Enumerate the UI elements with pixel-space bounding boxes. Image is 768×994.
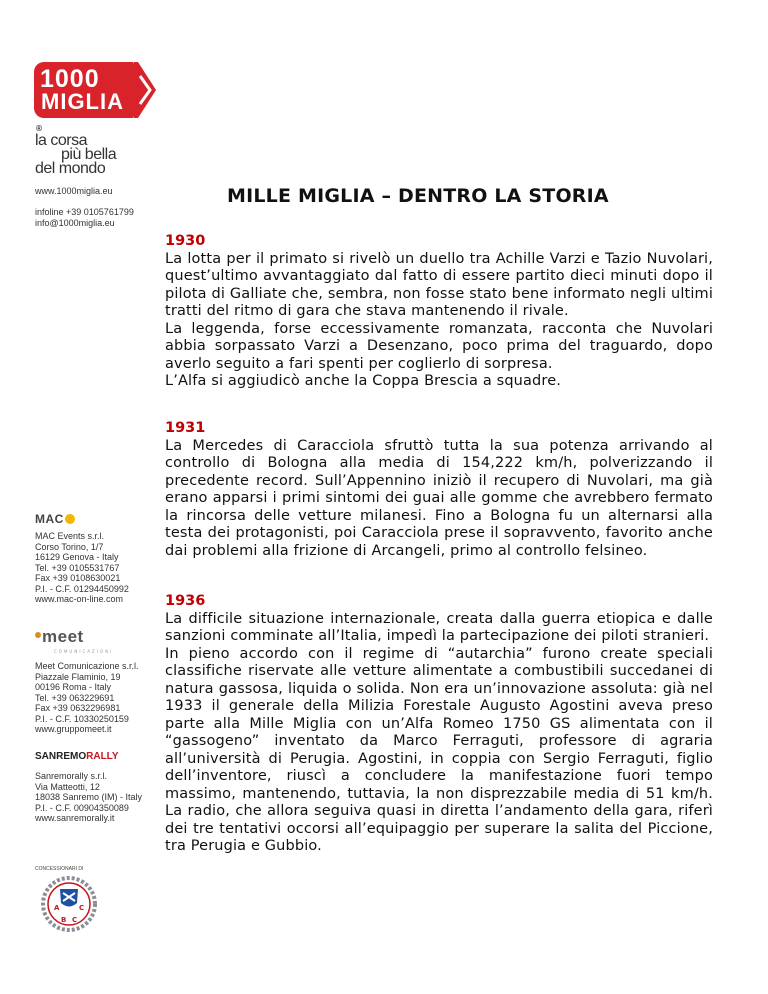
tagline-line: più bella [61,146,117,163]
section-year: 1930 [165,233,206,249]
infoline-text: infoline +39 0105761799 [35,207,134,217]
section-1931 [165,420,713,560]
section-paragraph: In pieno accordo con il regime di “autarchia” furono create speciali classifiche riservate alle vetture alimentate a combustibili succedanei di natura gassosa, liquida o solida. Non era un’innovazione assoluta: già nel 1933 il generale della Milizia Forestale Augusto Agostini aveva preso parte alla Mille Miglia con un’Alfa Romeo 1750 GS alimentata con il “gassogeno” inventato da Marco Ferraguti, professore di agraria all’università di Perugia. Agostini, in coppia con Sergio Ferraguti, figlio dell’inventore, riuscì a concludere la manifestazione fuori tempo massimo, mantenendo, tuttavia, la non disprezzabile media di 51 km/h. La radio, che allora seguiva quasi in diretta l’andamento della gara, riferì dei tre tentativi occorsi all’equipaggio per superare la salita del Piccione, tra Perugia e Gubbio. [165,645,713,854]
section-year: 1931 [165,420,206,436]
aci-letter: C [79,904,85,912]
section-paragraph: L’Alfa si aggiudicò anche la Coppa Brescia a squadre. [165,373,562,389]
section-paragraph: La leggenda, forse eccessivamente romanzata, racconta che Nuvolari abbia sorpassato Varzi a Desenzano, poco prima del traguardo, dopo averlo seguito a fari spenti per coglierlo di sorpresa. [165,320,713,372]
website-link[interactable]: www.sanremorally.it [35,813,115,823]
contact-line: 16129 Genova - Italy [35,552,119,562]
contact-line: MAC Events s.r.l. [35,531,105,541]
sanremo-rally-logo [35,751,119,762]
logo-number: 1000 [40,65,100,93]
contact-line: Sanremorally s.r.l. [35,771,108,781]
section-1936 [165,593,713,856]
tagline-line: del mondo [35,160,106,177]
tagline [35,134,145,176]
meet-logo-text: meet [42,627,84,646]
website-block [35,186,113,197]
meet-dot-icon [35,632,41,638]
contact-line: 18038 Sanremo (IM) - Italy [35,792,143,802]
contact-line: P.I. - C.F. 00904350089 [35,802,129,813]
contact-line: Fax +39 0632296981 [35,703,121,713]
mac-logo [35,512,75,526]
contact-line: Tel. +39 063229691 [35,692,115,703]
logo-word: MIGLIA [41,89,124,114]
contact-line: P.I. - C.F. 10330250159 [35,713,129,724]
logo-arrow-icon [134,62,156,118]
website-link[interactable]: www.gruppomeet.it [35,724,112,734]
contact-line: Corso Torino, 1/7 [35,541,104,552]
website-link[interactable]: www.1000miglia.eu [35,186,113,196]
contact-line: P.I. - C.F. 01294450992 [35,583,129,594]
sanremo-logo-a: SANREMO [35,751,87,762]
section-1930 [165,233,713,391]
registered-mark: ® [35,124,43,133]
logo-box [34,62,134,118]
contact-line: Meet Comunicazione s.r.l. [35,661,139,671]
aci-letter: B [61,916,67,924]
contact-line: 00196 Roma - Italy [35,682,112,692]
tagline-line: la corsa [35,132,88,149]
section-paragraph: La lotta per il primato si rivelò un duello tra Achille Varzi e Tazio Nuvolari, quest’ultimo avvantaggiato dal fatto di essere partito dieci minuti dopo il pilota di Galliate che, sembra, non fosse stato bene informato negli ultimi tratti del ritmo di gara che stava mantenendo il rivale. [165,250,713,319]
contact-line: Via Matteotti, 12 [35,781,100,792]
aci-letter: C [72,916,78,924]
mac-contact-block [35,531,129,605]
section-year: 1936 [165,593,206,609]
mille-miglia-logo [34,62,162,128]
mac-logo-text: MAC [35,512,64,526]
concessionari-label: CONCESSIONARI DI [35,866,84,872]
mac-orb-icon [65,514,75,524]
aci-badge-icon [41,876,97,932]
document-title: MILLE MIGLIA – DENTRO LA STORIA [227,185,609,207]
contact-line: Fax +39 0108630021 [35,573,121,583]
info-block [35,207,134,228]
meet-contact-block [35,661,139,735]
contact-line: Tel. +39 0105531767 [35,562,120,573]
website-link[interactable]: www.mac-on-line.com [35,594,124,604]
meet-subtitle: COMUNICAZIONI [54,649,114,654]
section-paragraph: La difficile situazione internazionale, creata dalla guerra etiopica e dalle sanzioni comminate all’Italia, impedì la partecipazione dei piloti stranieri. [165,610,713,644]
aci-letter: A [54,904,60,912]
sanremo-logo-b: RALLY [86,751,119,762]
contact-line: Piazzale Flaminio, 19 [35,671,121,682]
section-paragraph: La Mercedes di Caracciola sfruttò tutta la sua potenza arrivando al controllo di Bologna alla media di 154,222 km/h, polverizzando il precedente record. Sull’Appennino iniziò il recupero di Nuvolari, ma già erano apparsi i primi sintomi dei guai alle gomme che avrebbero fermato la rincorsa delle vetture milanesi. Fino a Bologna fu un alternarsi alla testa dei protagonisti, poi Caracciola prese il sopravvento, favorito anche dai problemi alla frizione di Arcangeli, primo al controllo felsineo. [165,437,713,559]
email-link[interactable]: info@1000miglia.eu [35,217,115,228]
sanremo-contact-block [35,771,142,824]
meet-logo [35,627,84,647]
sidebar [0,0,150,994]
